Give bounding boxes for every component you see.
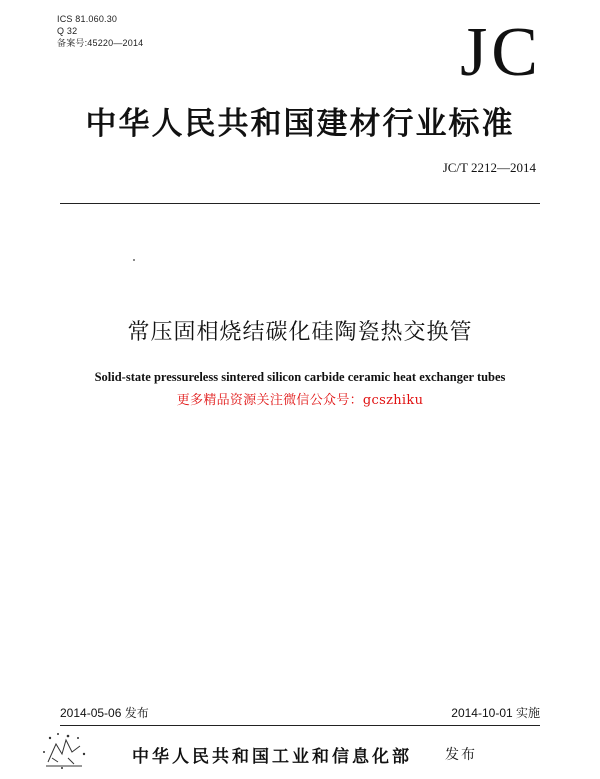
document-title-chinese: 常压固相烧结碳化硅陶瓷热交换管 — [127, 320, 473, 345]
ccs-code: Q 32 — [57, 26, 78, 36]
jc-logo: JC — [460, 14, 542, 91]
scan-speck — [133, 259, 135, 261]
standard-type-title: 中华人民共和国建材行业标准 — [85, 106, 515, 142]
document-title-english: Solid-state pressureless sintered silicon carbide ceramic heat exchanger tubes — [94, 370, 506, 384]
ministry-seal-icon — [38, 728, 90, 772]
top-divider — [60, 203, 540, 204]
implementation-date: 2014-10-01 实施 — [451, 706, 540, 720]
issuer-name: 中华人民共和国工业和信息化部 — [132, 747, 412, 767]
issue-date: 2014-05-06 发布 — [60, 706, 149, 720]
filing-number: 备案号:45220—2014 — [57, 38, 144, 48]
issued-label: 发布 — [445, 747, 477, 763]
standard-number: JC/T 2212—2014 — [442, 160, 536, 175]
promo-text: 更多精品资源关注微信公众号：gcszhiku — [176, 393, 424, 408]
ics-code: ICS 81.060.30 — [57, 14, 118, 24]
bottom-divider — [60, 725, 540, 726]
